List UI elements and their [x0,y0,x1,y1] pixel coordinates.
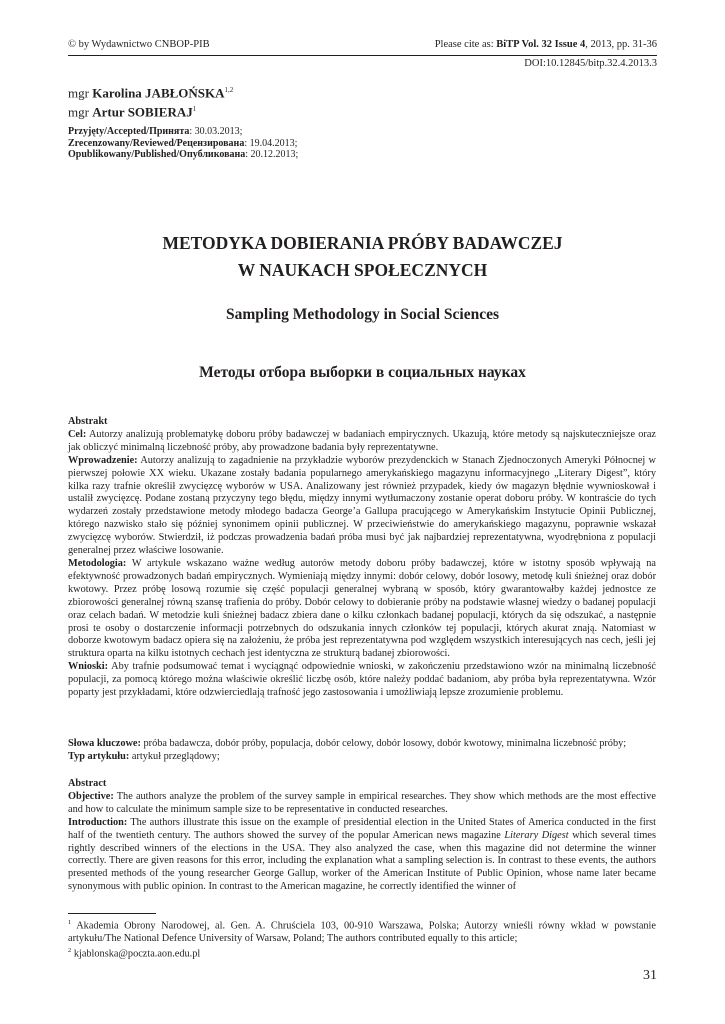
title-russian: Методы отбора выборки в социальных науках [199,364,526,381]
running-header [68,38,657,56]
abstract-objective: Objective: The authors analyze the problem of the survey sample in empirical researches. They show which methods are the most effective and how to calculate the minimum sample size to be representative in conducted researches. [68,790,656,815]
abstract-heading: Abstrakt [68,416,108,427]
abstract-wnioski: Wnioski: Aby trafnie podsumować temat i wyciągnąć odpowiednie wnioski, w zakończeniu przedstawiono wzór na minimalną liczebność populacji, za pomocą którego można właściwie określić liczbę osób, które należy poddać badaniom, aby próba była reprezentatywna. Wzór poparty jest przykładami, które odzwierciedlają trafność jego zastosowania i umożliwiają lepsze zrozumienie problemu. [68,661,656,699]
date-accepted: Przyjęty/Accepted/Принята: 30.03.2013; [68,126,243,137]
abstract-polish [68,416,656,700]
title-polish: METODYKA DOBIERANIA PRÓBY BADAWCZEJ W NAUKACH SPOŁECZNYCH [162,233,563,280]
citation-info: Please cite as: BiTP Vol. 32 Issue 4, 2013, pp. 31-36 [434,39,657,50]
keywords: Słowa kluczowe: próba badawcza, dobór próby, populacja, dobór celowy, dobór losowy, dobór kwotowy, minimalna liczebność próby; [68,738,627,749]
abstract-en-heading: Abstract [68,778,107,789]
article-type: Typ artykułu: artykuł przeglądowy; [68,750,220,762]
abstract-english [68,778,656,894]
keywords-block [68,738,656,764]
journal-volume: BiTP Vol. 32 Issue 4 [496,39,586,50]
date-reviewed: Zrecenzowany/Reviewed/Рецензирована: 19.04.2013; [68,137,298,149]
abstract-cel: Cel: Autorzy analizują problematykę doboru próby badawczej w badaniach empirycznych. Ukazują, które metody są najskuteczniejsze oraz jak obliczyć minimalną liczebność próby, aby prowadzone badania były reprezentatywne. [68,428,656,453]
page-number: 31 [643,968,657,983]
footnote-divider [68,913,156,914]
abstract-metodologia: Metodologia: W artykule wskazano ważne według autorów metody doboru próby badawczej, które w istotny sposób wpływają na efektywność prowadzonych badań empirycznych. Wymieniają między innymi: dobór celowy, dobór losowy, metodę kuli śnieżnej oraz dobór kwotowy. Przez próbę losową rozumie się część populacji generalnej wybraną w sposób, który gwarantowałby każdej jednostce ze zbiorowości generalnej równą szansę trafienia do próby. Dobór celowy to dobieranie próby na podstawie własnej wiedzy o badanej populacji oraz celach badań. W metodzie kuli śnieżnej badacz zbiera dane o kilku członkach badanej populacji, których da się odszukać, a następnie prosi te osoby o dostarczenie informacji potrzebnych do odszukania innych członków tej populacji, których akurat znają. Natomiast w doborze kwotowym badacz opiera się na założeniu, że próba jest reprezentatywna pod względem wszystkich interesujących nas cech, jeśli jej struktura oparta na kilku istotnych cechach jest identyczna ze strukturą badanej zbiorowości. [68,557,656,660]
publisher-copyright: © by Wydawnictwo CNBOP-PIB [68,39,210,50]
abstract-introduction: Introduction: The authors illustrate this issue on the example of presidential election in the United States of America conducted in the first half of the twentieth century. The authors showed the survey of the popular American news magazine Literary Digest which several times rightly described winners of the elections in the USA. They also analyzed the case, when this magazine did not determine the winner correctly. There are given reasons for this error, including the explanation what a sampling selection is. In contrast to these events, the authors presented methods of the young researcher George Gallup, worker of the American Institute of Public Opinion, whose name later became synonymous with public opinion. In contrast to the American magazine, he correctly identified the winner of [68,816,656,893]
footnotes [68,917,656,961]
author-1: mgr Karolina JABŁOŃSKA$^{1,2}$ [68,85,234,101]
doi-link[interactable]: DOI:10.12845/bitp.32.4.2013.3 [524,58,657,69]
footnote-2: $^2$ kjablonska@poczta.aon.edu.pl [68,947,201,960]
email-link[interactable]: kjablonska@poczta.aon.edu.pl [71,948,201,960]
date-published: Opublikowany/Published/Опубликована: 20.12.2013; [68,149,299,160]
title-english: Sampling Methodology in Social Sciences [226,306,499,323]
article-dates [68,126,298,161]
abstract-wprowadzenie: Wprowadzenie: Autorzy analizują to zagadnienie na przykładzie wyborów prezydenckich w Stanach Zjednoczonych Ameryki Północnej w pierwszej połowie XX wieku. Ukazane zostały badania popularnego amerykańskiego magazynu informacyjnego „Literary Digest”, który kilka razy trafnie określił zwycięzcę wyborów w USA. Analizowany jest również przypadek, kiedy ów magazyn błędnie wywnioskował i ustalił zwycięzcę. Podane zostaną przyczyny tego błędu, między innymi wytłumaczony zostanie operat doboru próby. W kontraście do tych wydarzeń zostały przedstawione metody młodego badacza George’a Gallupa pracującego w Amerykańskim Instytucie Opinii Publicznej, którego nazwisko stało się później synonimem opinii publicznej. W przeciwieństwie do amerykańskiego magazynu, poprawnie wskazał zwycięzcę wyborów. Stwierdził, iż podczas prowadzenia badań próba musi być jak najbardziej reprezentatywna, wyodrębniona z populacji generalnej przez właściwe losowanie. [68,454,656,557]
author-2: mgr Artur SOBIERAJ$^1$ [68,104,197,120]
author-list [68,82,233,121]
footnote-1: $^1$ Akademia Obrony Narodowej, al. Gen. A. Chruściela 103, 00-910 Warszawa, Polska; Autorzy wnieśli równy wkład w powstanie artykułu/The National Defence University of Warsaw, Poland; The authors contributed equally to this article; [68,919,656,944]
